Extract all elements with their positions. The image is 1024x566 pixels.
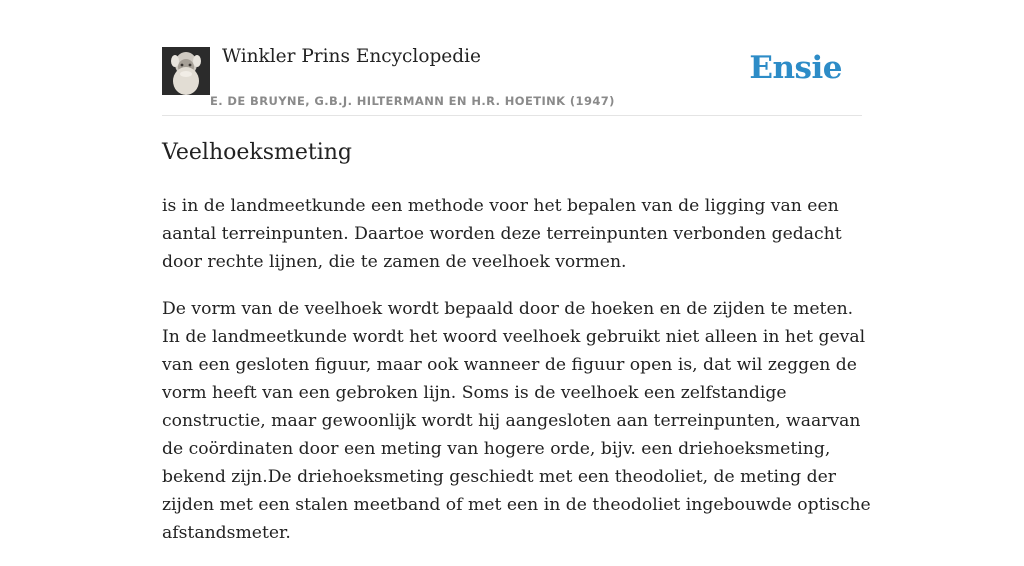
source-header: [162, 0, 862, 116]
ensie-logo-link[interactable]: Ensie: [749, 50, 842, 86]
author-avatar[interactable]: [162, 47, 210, 95]
source-authors: E. DE BRUYNE, G.B.J. HILTERMANN EN H.R. HOETINK (1947): [210, 94, 615, 108]
article-body: [162, 192, 872, 566]
article-paragraph: De vorm van de veelhoek wordt bepaald door de hoeken en de zijden te meten. In de landmeetkunde wordt het woord veelhoek gebruikt niet alleen in het geval van een gesloten figuur, maar ook wanneer de figuur open is, dat wil zeggen de vorm heeft van een gebroken lijn. Soms is de veelhoek een zelfstandige constructie, maar gewoonlijk wordt hij aangesloten aan terreinpunten, waarvan de coördinaten door een meting van hogere orde, bijv. een driehoeksmeting, bekend zijn.De driehoeksmeting geschiedt met een theodoliet, de meting der zijden met een stalen meetband of met een in de theodoliet ingebouwde optische afstandsmeter.: [162, 299, 871, 543]
article-title: Veelhoeksmeting: [162, 140, 353, 165]
bearded-man-portrait-icon: [162, 47, 210, 95]
source-title[interactable]: Winkler Prins Encyclopedie: [222, 46, 481, 67]
article-paragraph: is in de landmeetkunde een methode voor het bepalen van de ligging van een aantal terreinpunten. Daartoe worden deze terreinpunten verbonden gedacht door rechte lijnen, die te zamen de veelhoek vormen.: [162, 196, 842, 272]
